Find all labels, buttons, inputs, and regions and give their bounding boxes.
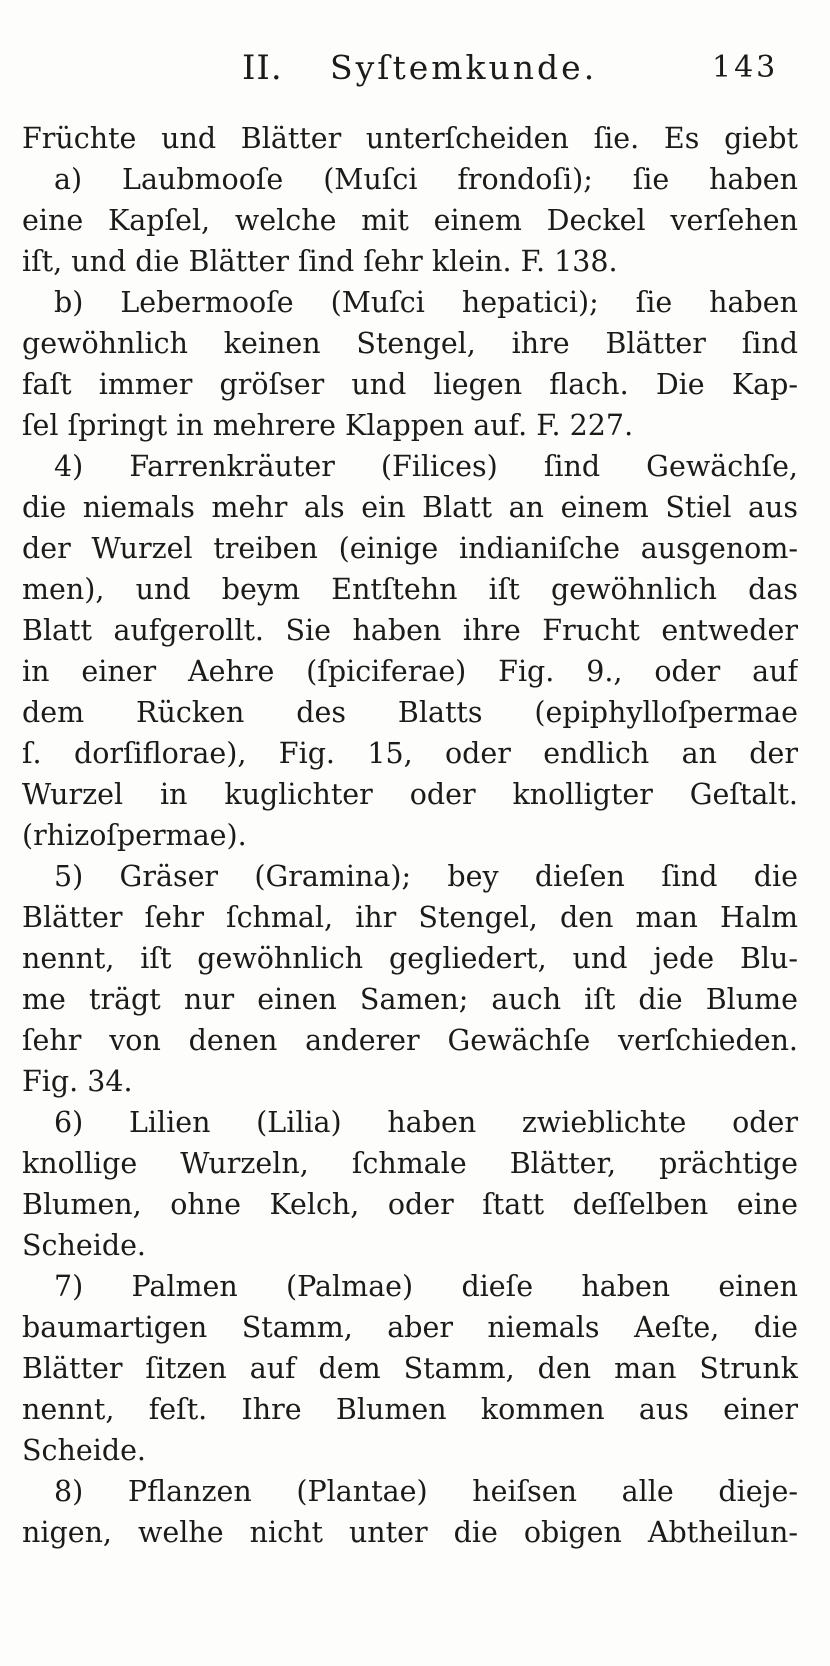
text-line: men), und beym Entſtehn iſt gewöhnlich das <box>22 573 798 606</box>
text-line: Früchte und Blätter unterſcheiden ſie. Es giebt <box>22 122 798 155</box>
chapter-number: II. <box>242 48 283 88</box>
text-line: faſt immer gröſser und liegen flach. Die Kap- <box>22 368 798 401</box>
text-line: b) Lebermooſe (Muſci hepatici); ſie haben <box>54 286 798 319</box>
text-line: (rhizoſpermae). <box>22 819 247 852</box>
text-line: a) Laubmooſe (Muſci frondoſi); ſie haben <box>54 163 798 196</box>
text-line: dem Rücken des Blatts (epiphylloſpermae <box>22 696 798 729</box>
text-line: 4) Farrenkräuter (Filices) ſind Gewächſe, <box>54 450 798 483</box>
text-line: ſel ſpringt in mehrere Klappen auf. F. 227. <box>22 409 634 442</box>
text-line: 7) Palmen (Palmae) dieſe haben einen <box>54 1270 798 1303</box>
text-line: Scheide. <box>22 1229 146 1262</box>
text-line: me trägt nur einen Samen; auch iſt die Blume <box>22 983 798 1016</box>
text-line: knollige Wurzeln, ſchmale Blätter, prächtige <box>22 1147 798 1180</box>
text-line: der Wurzel treiben (einige indianiſche ausgenom- <box>22 532 798 565</box>
text-line: eine Kapſel, welche mit einem Deckel verſehen <box>22 204 798 237</box>
running-header <box>0 48 830 98</box>
text-line: nennt, feſt. Ihre Blumen kommen aus einer <box>22 1393 798 1426</box>
text-line: Blätter ſehr ſchmal, ihr Stengel, den man Halm <box>22 901 798 934</box>
running-title: Syſtemkunde. <box>330 48 598 87</box>
text-line: ſ. dorſiflorae), Fig. 15, oder endlich an der <box>22 737 798 770</box>
text-line: Blätter ſitzen auf dem Stamm, den man Strunk <box>22 1352 798 1385</box>
text-line: ſehr von denen anderer Gewächſe verſchieden. <box>22 1024 798 1057</box>
text-line: Blatt aufgerollt. Sie haben ihre Frucht entweder <box>22 614 798 647</box>
text-line: nennt, iſt gewöhnlich gegliedert, und jede Blu- <box>22 942 798 975</box>
text-line: 6) Lilien (Lilia) haben zwieblichte oder <box>54 1106 798 1139</box>
text-line: Scheide. <box>22 1434 146 1467</box>
page-body-text <box>22 118 798 1553</box>
page-number: 143 <box>712 50 779 85</box>
text-line: in einer Aehre (ſpiciferae) Fig. 9., oder auf <box>22 655 798 688</box>
text-line: Fig. 34. <box>22 1065 133 1098</box>
text-line: 8) Pflanzen (Plantae) heiſsen alle dieje- <box>54 1475 798 1508</box>
text-line: iſt, und die Blätter ſind ſehr klein. F. 138. <box>22 245 618 278</box>
text-line: 5) Gräser (Gramina); bey dieſen ſind die <box>54 860 798 893</box>
text-line: baumartigen Stamm, aber niemals Aeſte, die <box>22 1311 798 1344</box>
text-line: die niemals mehr als ein Blatt an einem Stiel aus <box>22 491 798 524</box>
text-line: Blumen, ohne Kelch, oder ſtatt deſſelben eine <box>22 1188 798 1221</box>
text-line: Wurzel in kuglichter oder knolligter Geſtalt. <box>22 778 798 811</box>
text-line: nigen, welhe nicht unter die obigen Abtheilun- <box>22 1516 798 1549</box>
text-line: gewöhnlich keinen Stengel, ihre Blätter ſind <box>22 327 798 360</box>
